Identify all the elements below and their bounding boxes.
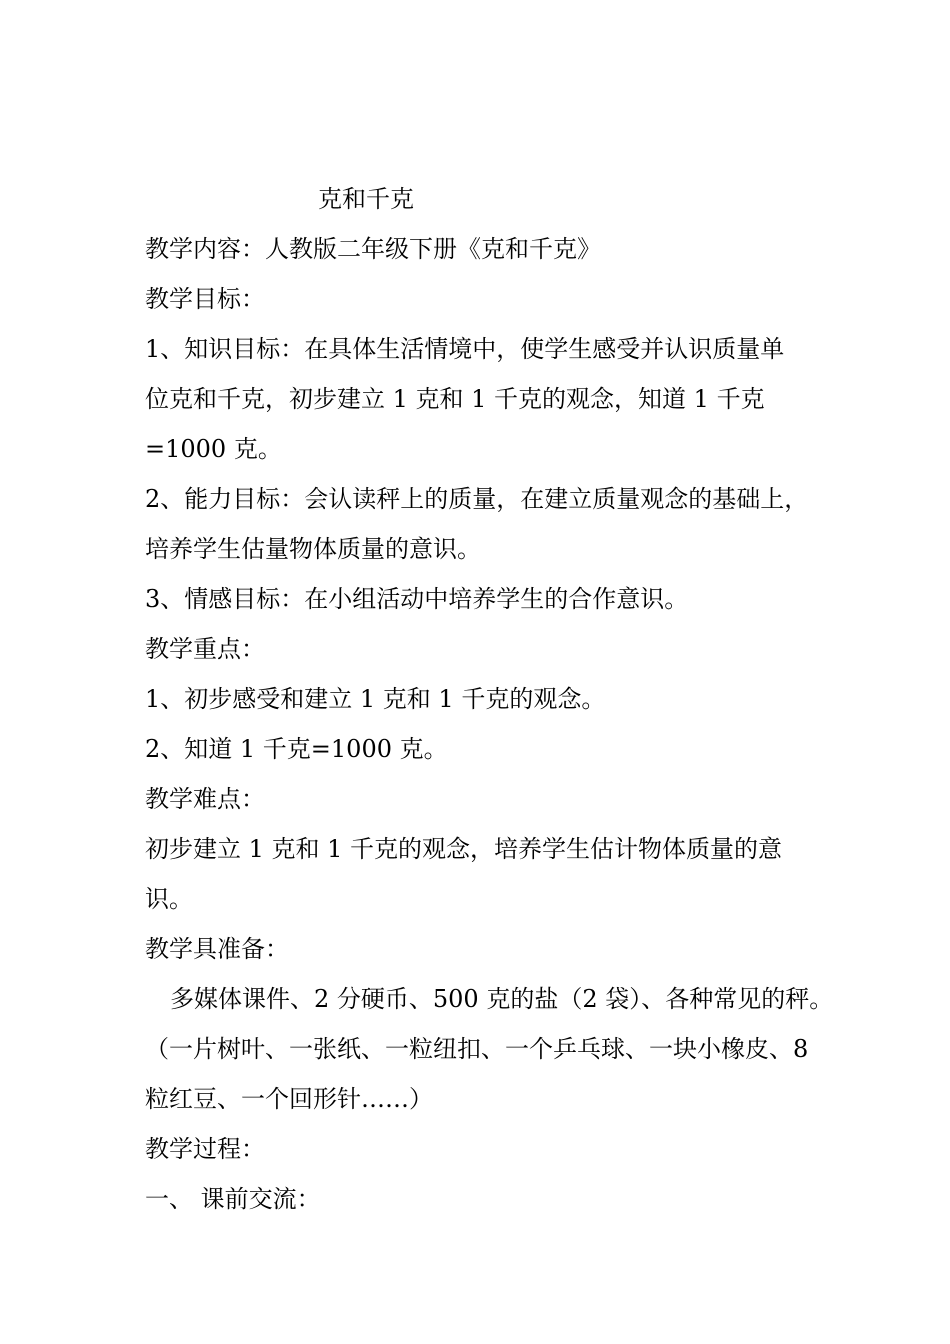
text-line: 3、情感目标：在小组活动中培养学生的合作意识。 <box>145 585 689 613</box>
text-line: 1、初步感受和建立 1 克和 1 千克的观念。 <box>145 685 606 713</box>
text-line: 2、能力目标：会认读秤上的质量，在建立质量观念的基础上， <box>145 485 809 513</box>
text-line: 粒红豆、一个回形针……） <box>145 1085 433 1113</box>
text-line: 位克和千克，初步建立 1 克和 1 千克的观念，知道 1 千克 <box>145 385 765 413</box>
section-heading-process: 教学过程： <box>145 1135 265 1163</box>
text-line: 2、知道 1 千克=1000 克。 <box>145 735 448 763</box>
text-line: 多媒体课件、2 分硬币、500 克的盐（2 袋）、各种常见的秤。 <box>170 985 834 1013</box>
section-heading-objectives: 教学目标： <box>145 285 265 313</box>
text-line: （一片树叶、一张纸、一粒纽扣、一个乒乓球、一块小橡皮、8 <box>145 1035 809 1063</box>
text-line: 1、知识目标：在具体生活情境中，使学生感受并认识质量单 <box>145 335 785 363</box>
section-heading-key-points: 教学重点： <box>145 635 265 663</box>
text-line: 培养学生估量物体质量的意识。 <box>145 535 481 563</box>
section-heading-materials: 教学具准备： <box>145 935 289 963</box>
text-line: =1000 克。 <box>145 435 282 463</box>
text-line: 教学内容：人教版二年级下册《克和千克》 <box>145 235 601 263</box>
text-line: 一、 课前交流： <box>145 1185 321 1213</box>
text-line: 识。 <box>145 885 193 913</box>
section-heading-difficulties: 教学难点： <box>145 785 265 813</box>
document-title: 克和千克 <box>318 185 414 213</box>
text-line: 初步建立 1 克和 1 千克的观念，培养学生估计物体质量的意 <box>145 835 783 863</box>
